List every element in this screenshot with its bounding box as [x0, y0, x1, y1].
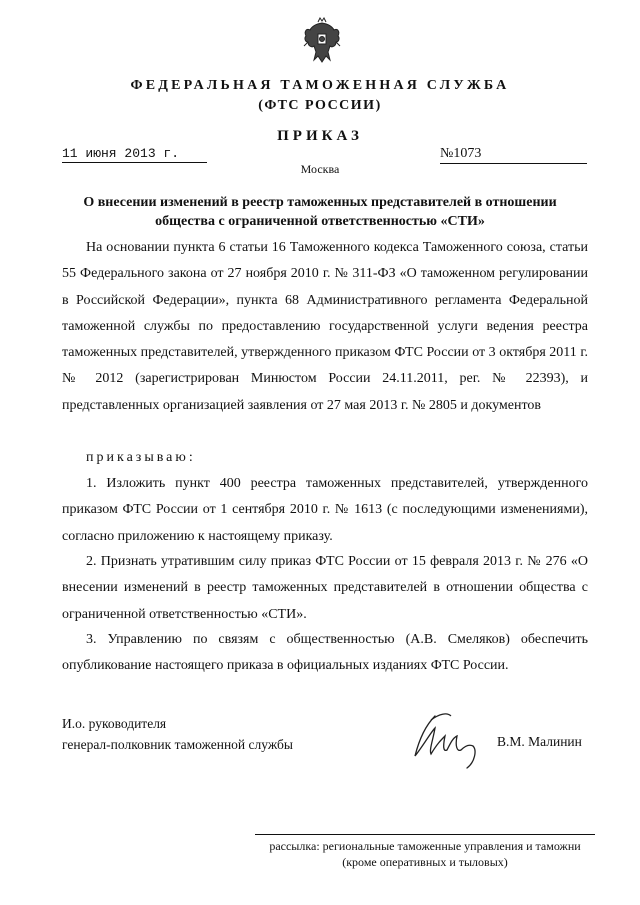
distribution-line2: (кроме оперативных и тыловых) [342, 855, 508, 869]
handwritten-signature-icon [405, 706, 485, 772]
distribution-list [255, 834, 595, 870]
signatory-title-line1: И.о. руководителя [62, 716, 167, 731]
agency-short-name: (ФТС РОССИИ) [258, 98, 382, 113]
double-headed-eagle-emblem-icon [302, 16, 342, 66]
order-item-3: 3. Управлению по связям с общественностью (А.В. Смеляков) обеспечить опубликование настоящего приказа в официальных изданиях ФТС России. [62, 632, 588, 674]
signatory-title-line2: генерал-полковник таможенной службы [62, 737, 293, 752]
document-type-title: ПРИКАЗ [277, 128, 363, 144]
distribution-line1: рассылка: региональные таможенные управления и таможни [269, 839, 581, 853]
order-subject: О внесении изменений в реестр таможенных представителей в отношении общества с ограниченной ответственностью «СТИ» [83, 195, 557, 229]
order-item-1: 1. Изложить пункт 400 реестра таможенных представителей, утвержденного приказом ФТС России от 1 сентября 2010 г. № 1613 (с последующими изменениями), согласно приложению к настоящему приказу. [62, 476, 588, 544]
agency-name: ФЕДЕРАЛЬНАЯ ТАМОЖЕННАЯ СЛУЖБА [130, 78, 510, 93]
order-item-2: 2. Признать утратившим силу приказ ФТС России от 15 февраля 2013 г. № 276 «О внесении изменений в реестр таможенных представителей в отношении общества с ограниченной ответственностью «СТИ». [62, 554, 588, 622]
preamble-paragraph: На основании пункта 6 статьи 16 Таможенного кодекса Таможенного союза, статьи 55 Федерального закона от 27 ноября 2010 г. № 311-ФЗ «О таможенном регулировании в Российской Федерации», пункта 68 Административного регламента Федеральной таможенной службы по предоставлению государственной услуги ведения реестра таможенных представителей, утвержденного приказом ФТС России от 3 октября 2011 г. № 2012 (зарегистрирован Минюстом России 24.11.2011, рег. № 22393), и представленных организацией заявления от 27 мая 2013 г. № 2805 и документов [62, 240, 588, 413]
order-number: №1073 [440, 146, 587, 164]
signatory-name: В.М. Малинин [497, 734, 582, 749]
order-word: приказываю: [86, 450, 196, 465]
order-city: Москва [300, 162, 340, 176]
signatory-title [62, 713, 293, 755]
order-date: 11 июня 2013 г. [62, 146, 207, 163]
